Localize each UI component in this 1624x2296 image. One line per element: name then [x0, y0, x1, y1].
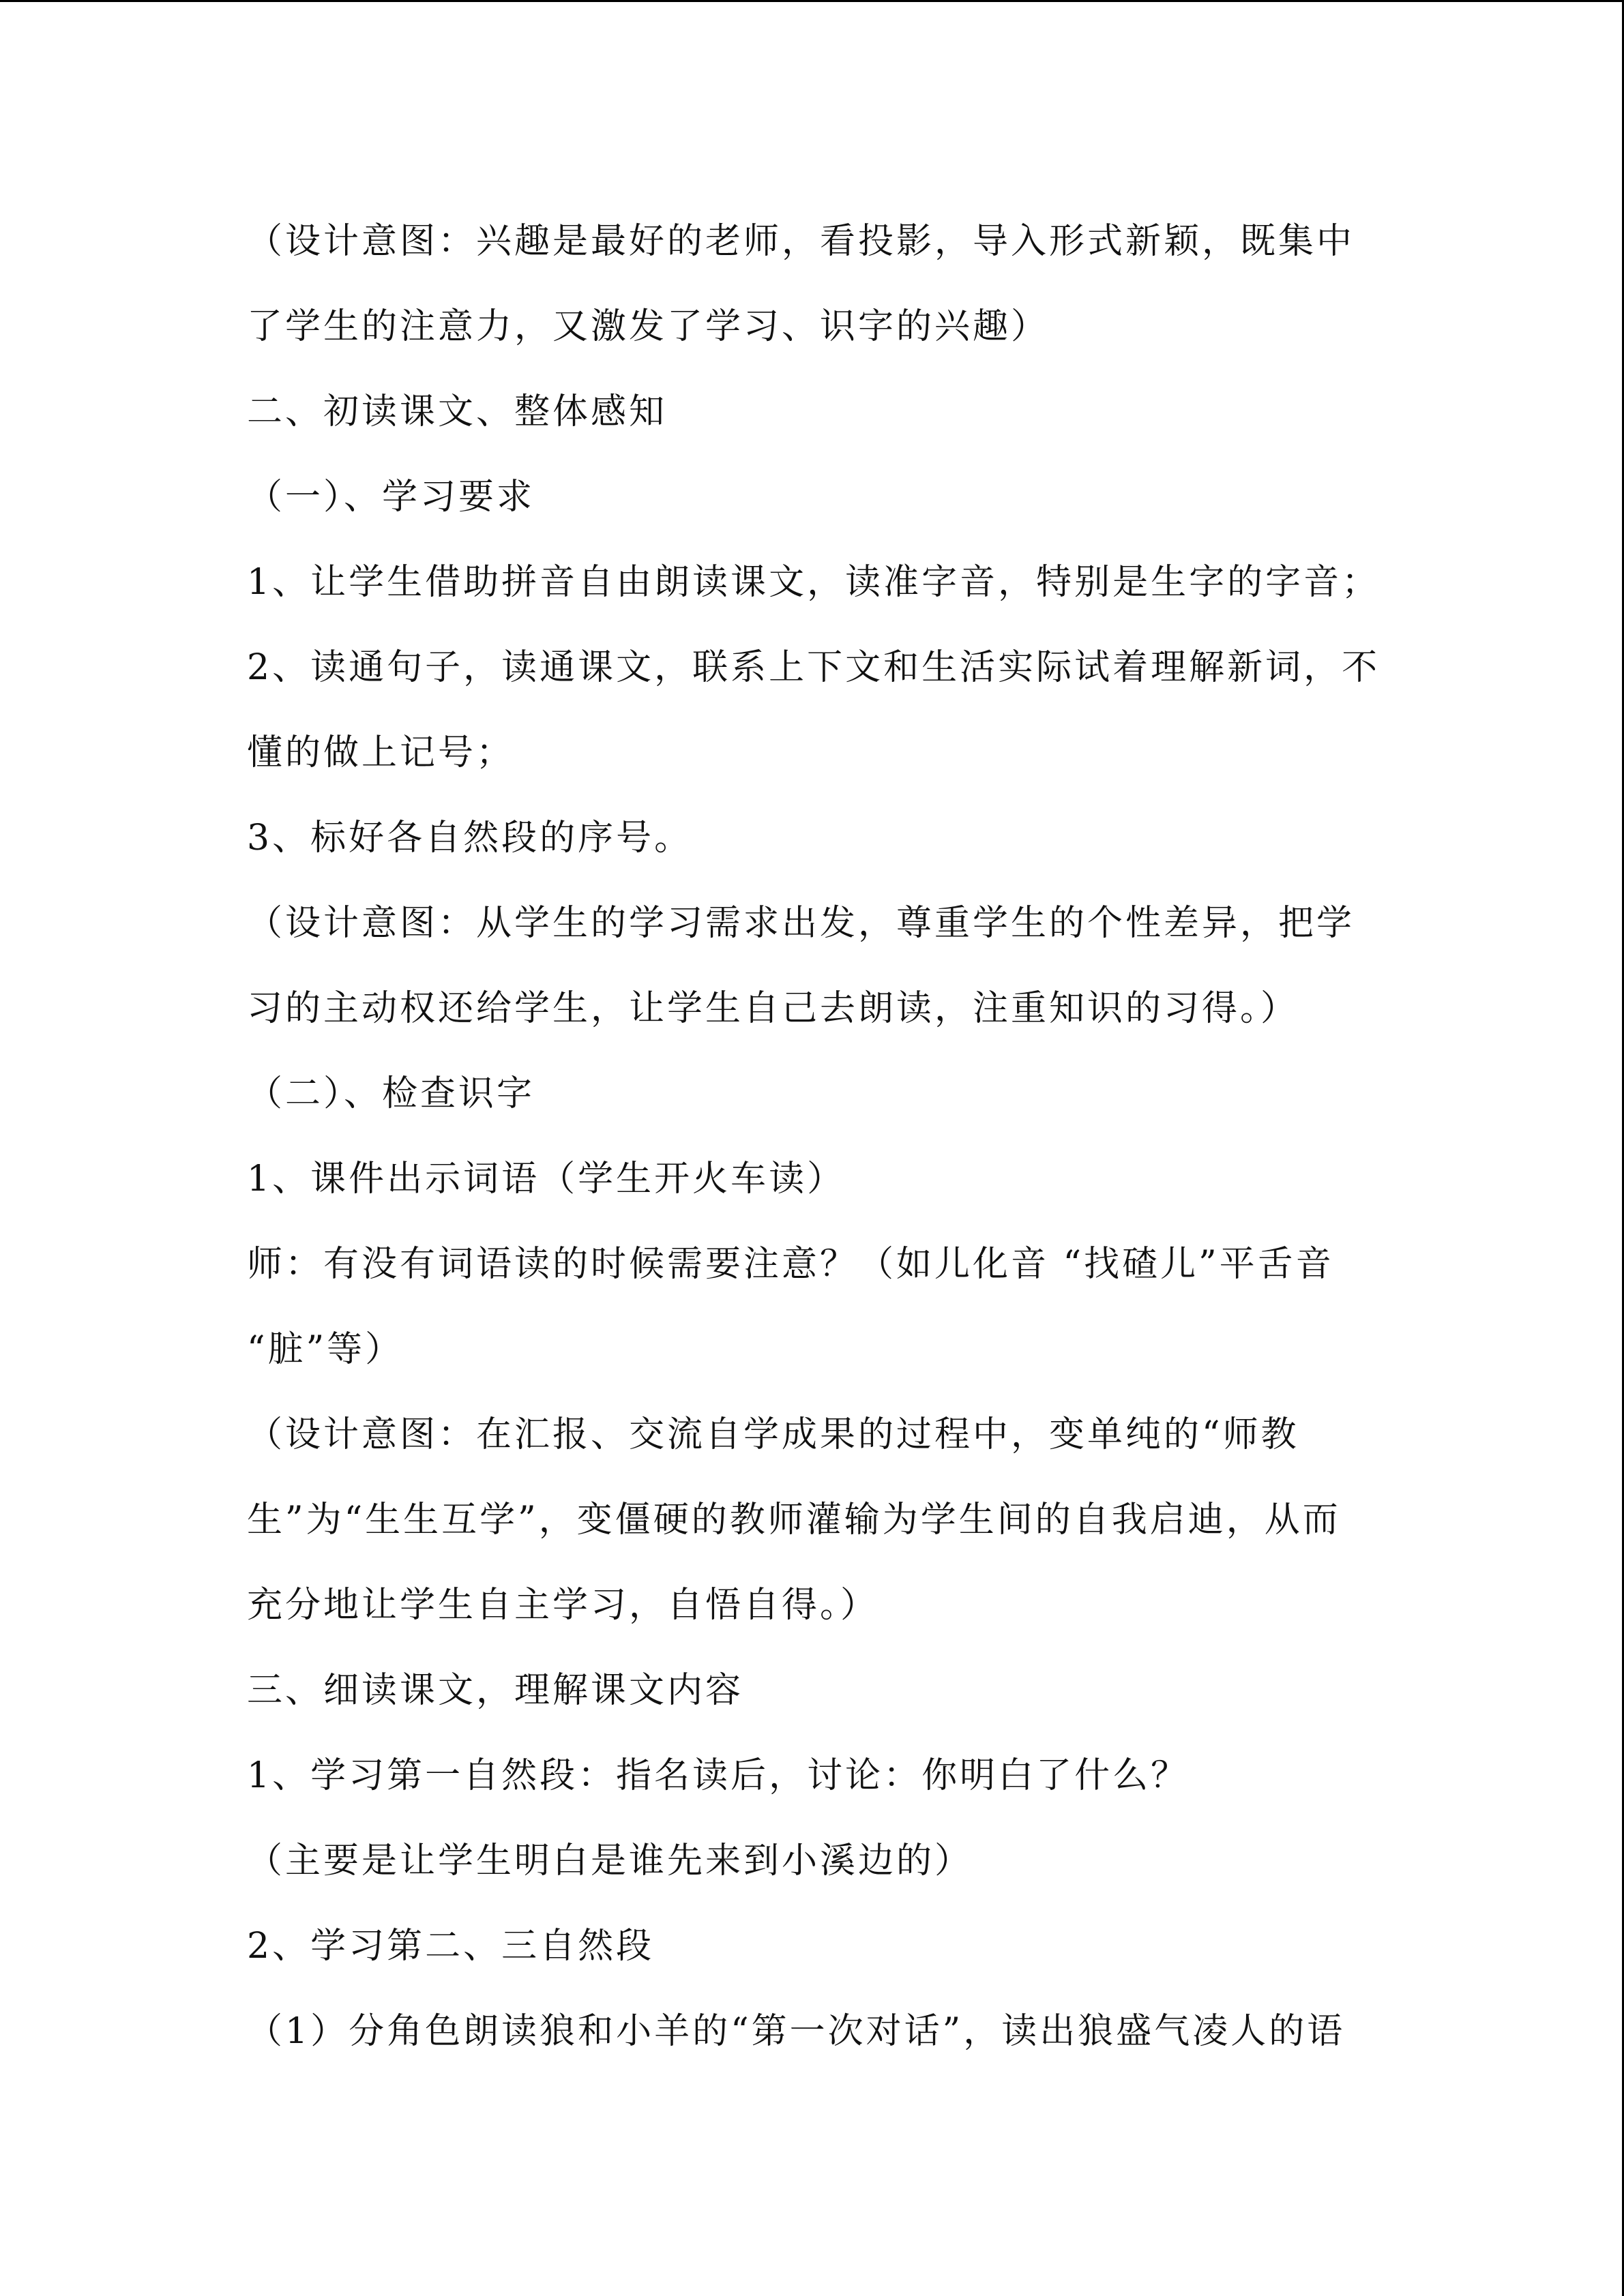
text-line: 2、读通句子，读通课文，联系上下文和生活实际试着理解新词，不 — [247, 647, 1381, 688]
text-line: “脏”等） — [247, 1329, 404, 1370]
subsection-heading: （一）、学习要求 — [247, 477, 535, 518]
subsection-heading: （二）、检查识字 — [247, 1073, 535, 1114]
document-body — [247, 214, 1393, 2089]
text-line: （设计意图：从学生的学习需求出发，尊重学生的个性差异，把学 — [247, 903, 1355, 944]
text-line: 1、让学生借助拼音自由朗读课文，读准字音，特别是生字的字音； — [247, 562, 1381, 603]
text-line: 习的主动权还给学生，让学生自己去朗读，注重知识的习得。） — [247, 988, 1299, 1029]
text-line: （设计意图：兴趣是最好的老师，看投影，导入形式新颖，既集中 — [247, 221, 1355, 262]
text-line: 师：有没有词语读的时候需要注意？（如儿化音 “找碴儿”平舌音 — [247, 1244, 1334, 1285]
text-line: 3、标好各自然段的序号。 — [247, 818, 693, 859]
text-line: 2、学习第二、三自然段 — [247, 1926, 655, 1967]
section-heading: 二、初读课文、整体感知 — [247, 391, 668, 432]
text-line: （设计意图：在汇报、交流自学成果的过程中，变单纯的“师教 — [247, 1414, 1299, 1455]
text-line: 了学生的注意力，又激发了学习、识字的兴趣） — [247, 306, 1050, 347]
text-line: （主要是让学生明白是谁先来到小溪边的） — [247, 1840, 973, 1881]
text-line: （1）分角色朗读狼和小羊的“第一次对话”，读出狼盛气凌人的语 — [247, 2011, 1346, 2052]
text-line: 懂的做上记号； — [247, 732, 515, 773]
text-line: 充分地让学生自主学习，自悟自得。） — [247, 1585, 879, 1626]
section-heading: 三、细读课文，理解课文内容 — [247, 1670, 744, 1711]
text-line: 1、课件出示词语（学生开火车读） — [247, 1159, 846, 1199]
text-line: 生”为“生生互学”，变僵硬的教师灌输为学生间的自我启迪，从而 — [247, 1500, 1341, 1540]
text-line: 1、学习第一自然段：指名读后，讨论：你明白了什么？ — [247, 1755, 1190, 1796]
